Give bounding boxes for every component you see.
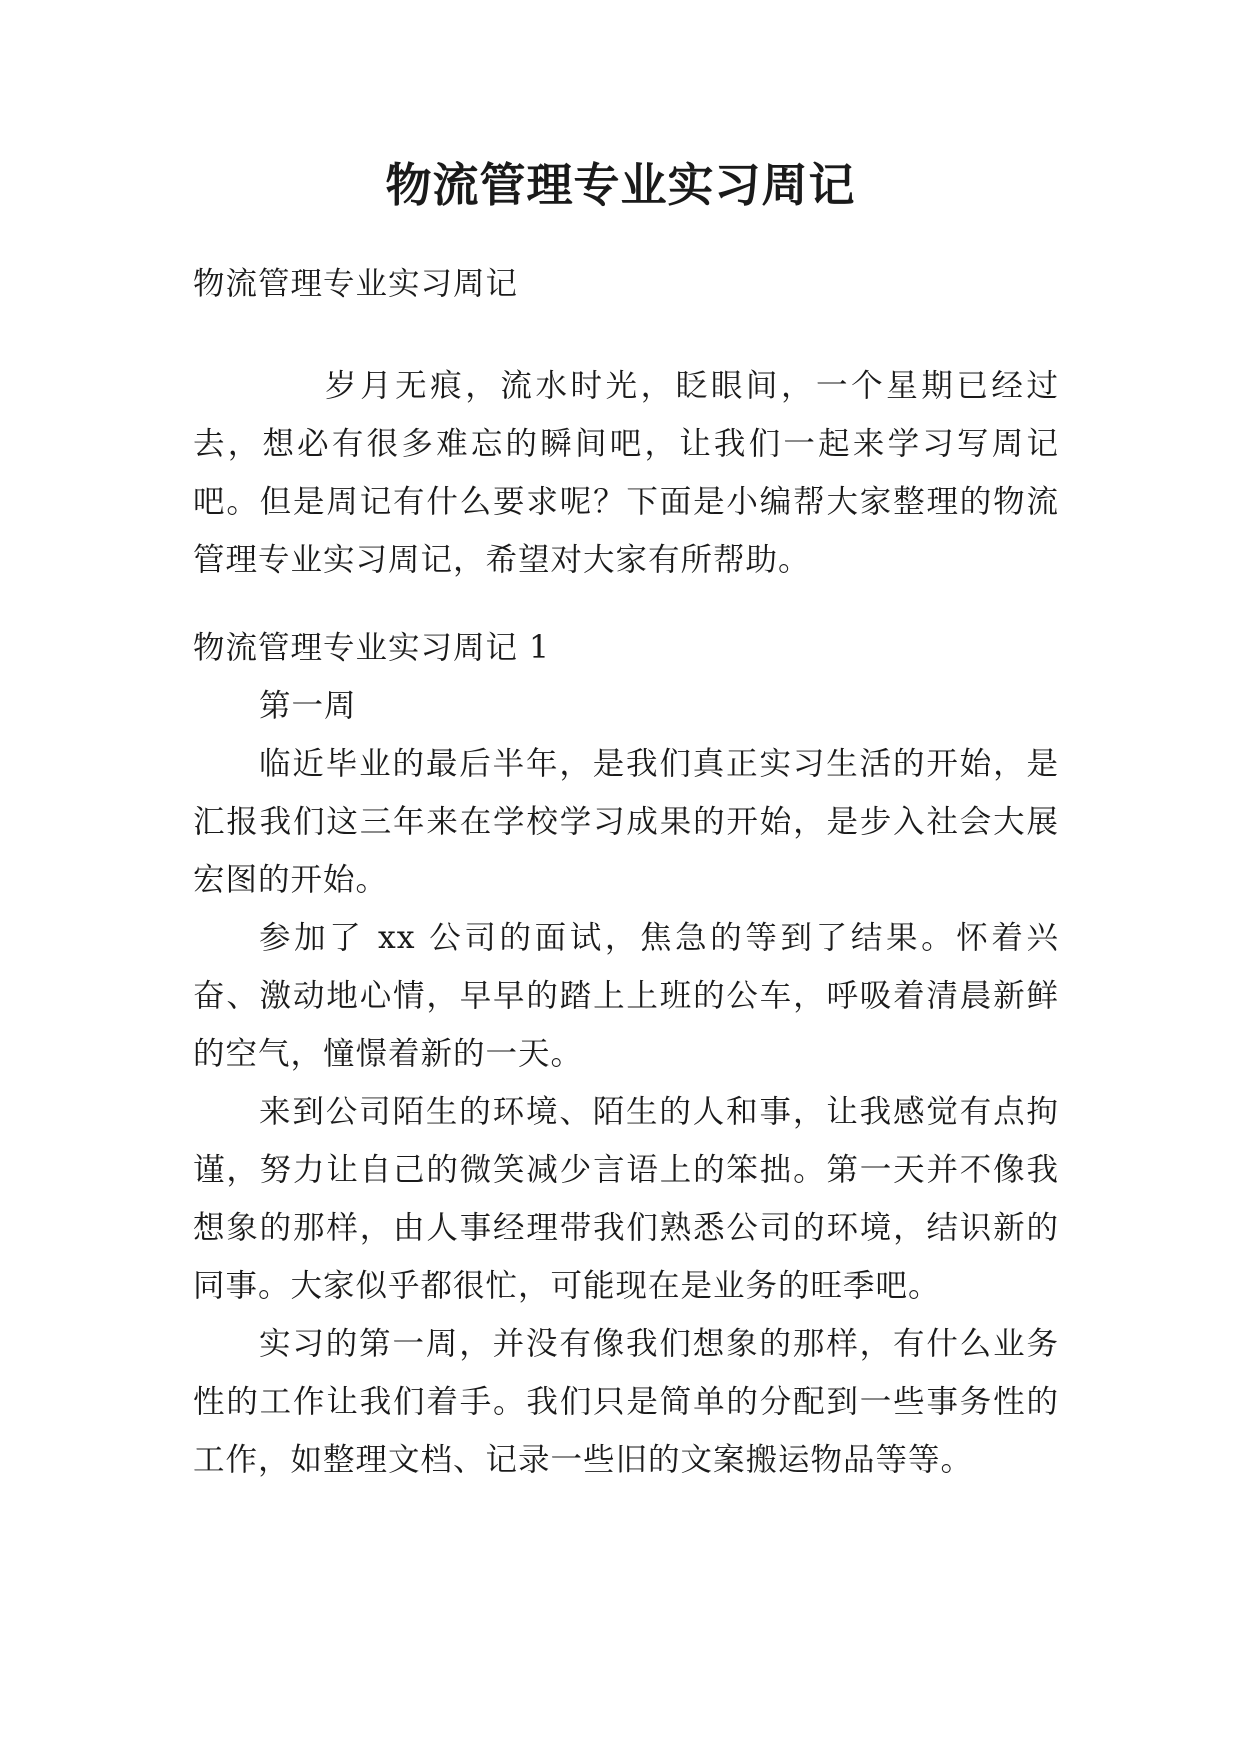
paragraph-3: 来到公司陌生的环境、陌生的人和事，让我感觉有点拘谨，努力让自己的微笑减少言语上的笨拙。第一天并不像我想象的那样，由人事经理带我们熟悉公司的环境，结识新的同事。大家似乎都很忙，可能现在是业务的旺季吧。: [193, 1094, 1059, 1304]
document-title: 物流管理专业实习周记: [385, 158, 856, 212]
week-label: 第一周: [259, 688, 357, 724]
paragraph-1: 临近毕业的最后半年，是我们真正实习生活的开始，是汇报我们这三年来在学校学习成果的开始，是步入社会大展宏图的开始。: [193, 746, 1059, 898]
paragraph-2: 参加了 xx 公司的面试，焦急的等到了结果。怀着兴奋、激动地心情，早早的踏上上班的公车，呼吸着清晨新鲜的空气，憧憬着新的一天。: [193, 920, 1059, 1072]
section-heading: 物流管理专业实习周记 1: [193, 630, 551, 666]
document-subtitle: 物流管理专业实习周记: [193, 266, 519, 302]
paragraph-4: 实习的第一周，并没有像我们想象的那样，有什么业务性的工作让我们着手。我们只是简单的分配到一些事务性的工作，如整理文档、记录一些旧的文案搬运物品等等。: [193, 1326, 1059, 1478]
intro-paragraph: 岁月无痕，流水时光，眨眼间，一个星期已经过去，想必有很多难忘的瞬间吧，让我们一起来学习写周记吧。但是周记有什么要求呢？下面是小编帮大家整理的物流管理专业实习周记，希望对大家有所帮助。: [193, 368, 1059, 578]
